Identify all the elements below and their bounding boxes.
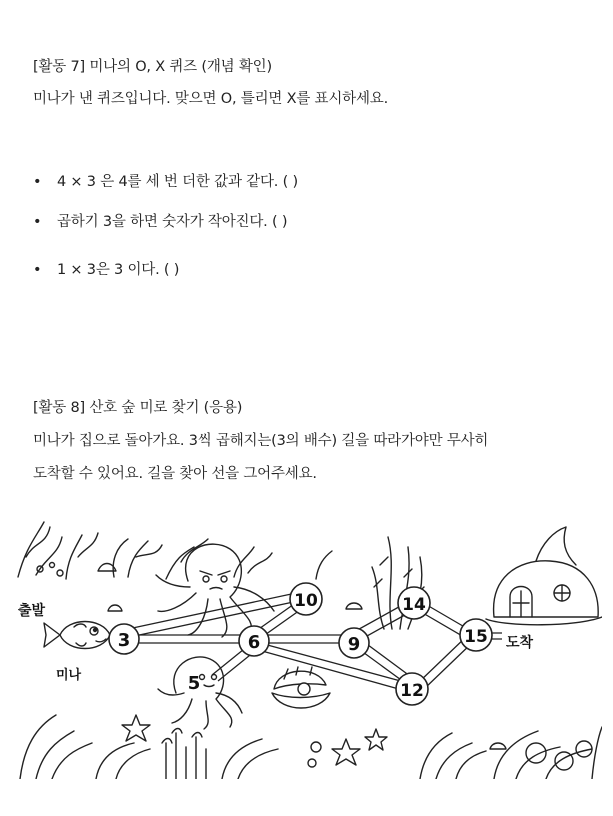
maze-node-label: 14 bbox=[402, 595, 426, 615]
bullet-dot: • bbox=[33, 174, 42, 190]
activity7-title: [활동 7] 미나의 O, X 퀴즈 (개념 확인) bbox=[33, 59, 272, 75]
fish-character-icon bbox=[44, 622, 110, 649]
maze-node-6 bbox=[239, 626, 269, 656]
quiz-item-text: 곱하기 3을 하면 숫자가 작아진다. ( ) bbox=[57, 214, 288, 230]
octopus-icon bbox=[156, 544, 274, 637]
clam-icon bbox=[272, 667, 330, 708]
maze-node-label: 15 bbox=[464, 627, 488, 647]
goal-label: 도착 bbox=[506, 635, 534, 651]
coral-top-icon bbox=[18, 522, 332, 579]
maze-node-label: 5 bbox=[187, 673, 201, 694]
quiz-item-text: 4 × 3 은 4를 세 번 더한 값과 같다. ( ) bbox=[57, 174, 298, 190]
maze-node-9 bbox=[339, 628, 369, 658]
bullet-dot: • bbox=[33, 214, 42, 230]
character-label: 미나 bbox=[56, 668, 82, 683]
activity8-instruction-line2: 도착할 수 있어요. 길을 찾아 선을 그어주세요. bbox=[33, 466, 317, 482]
maze-node-label: 9 bbox=[347, 634, 361, 655]
activity8-title: [활동 8] 산호 숲 미로 찾기 (응용) bbox=[33, 400, 243, 416]
maze-node-label: 3 bbox=[117, 630, 131, 651]
activity8-section bbox=[33, 398, 593, 484]
activity7-instruction: 미나가 낸 퀴즈입니다. 맞으면 O, 틀리면 X를 표시하세요. bbox=[33, 91, 388, 107]
maze-node-label: 6 bbox=[247, 632, 261, 653]
quiz-item bbox=[33, 210, 287, 231]
activity8-instruction-line1: 미나가 집으로 돌아가요. 3씩 곱해지는(3의 배수) 길을 따라가야만 무사히 bbox=[33, 433, 489, 449]
maze-node-12 bbox=[396, 673, 428, 705]
maze-node-5 bbox=[188, 673, 201, 694]
shell-house-icon bbox=[486, 527, 602, 625]
quiz-item-text: 1 × 3은 3 이다. ( ) bbox=[57, 262, 180, 278]
maze-node-3 bbox=[109, 624, 139, 654]
maze-node-label: 10 bbox=[294, 591, 318, 611]
activity7-section bbox=[33, 57, 593, 109]
maze-node-14 bbox=[398, 587, 430, 619]
maze-node-15 bbox=[460, 619, 492, 651]
bullet-dot: • bbox=[33, 262, 42, 278]
maze-node-label: 12 bbox=[400, 681, 424, 701]
start-label: 출발 bbox=[18, 603, 46, 619]
quiz-item bbox=[33, 258, 179, 279]
maze-node-10 bbox=[290, 583, 322, 615]
quiz-item bbox=[33, 170, 298, 191]
coral-maze-illustration bbox=[16, 517, 602, 779]
